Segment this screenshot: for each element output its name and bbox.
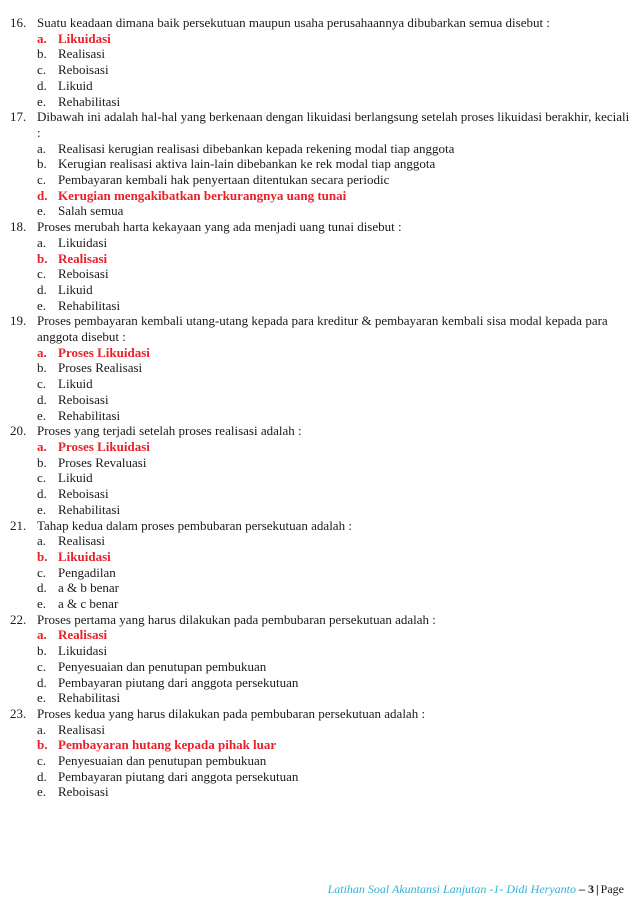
option-text: Rehabilitasi — [58, 690, 121, 706]
option-letter: c. — [37, 753, 47, 769]
answer-option — [37, 203, 630, 219]
answer-option — [37, 596, 630, 612]
page-footer — [328, 882, 624, 897]
footer-title: Latihan Soal Akuntansi Lanjutan -1- Didi Heryanto — [327, 882, 577, 896]
answer-option-correct — [37, 251, 630, 267]
question-text: Proses pembayaran kembali utang-utang kepada para kreditur & pembayaran kembali sisa modal kepada para anggota disebut : — [37, 313, 608, 345]
option-text: Realisasi — [58, 533, 105, 549]
question-text: Tahap kedua dalam proses pembubaran persekutuan adalah : — [37, 517, 352, 533]
option-text: Penyesuaian dan penutupan pembukuan — [58, 753, 267, 769]
option-letter: b. — [37, 46, 47, 62]
question-stem — [10, 706, 630, 722]
question-text: Proses pertama yang harus dilakukan pada pembubaran persekutuan adalah : — [37, 611, 436, 627]
option-letter: a. — [37, 721, 47, 737]
option-text: Rehabilitasi — [58, 407, 121, 423]
answer-option-correct — [37, 439, 630, 455]
option-text: Realisasi kerugian realisasi dibebankan kepada rekening modal tiap anggota — [58, 140, 455, 156]
option-text: Likuidasi — [58, 548, 111, 564]
option-text: Kerugian realisasi aktiva lain-lain dibebankan ke rek modal tiap anggota — [58, 156, 436, 172]
option-text: Pembayaran kembali hak penyertaan ditentukan secara periodic — [58, 172, 390, 188]
option-letter: c. — [37, 62, 47, 78]
question-stem — [10, 219, 630, 235]
answer-option — [37, 172, 630, 188]
option-letter: b. — [37, 250, 48, 266]
footer-separator: | — [596, 882, 599, 896]
answer-option — [37, 769, 630, 785]
answer-option — [37, 470, 630, 486]
option-text: a & c benar — [58, 596, 119, 612]
option-text: Pengadilan — [58, 564, 116, 580]
option-letter: a. — [37, 30, 47, 46]
option-text: Realisasi — [58, 627, 108, 643]
answer-option — [37, 533, 630, 549]
option-letter: b. — [37, 454, 47, 470]
option-text: Rehabilitasi — [58, 93, 121, 109]
option-letter: b. — [37, 548, 48, 564]
question-stem — [10, 15, 630, 31]
answer-option — [37, 408, 630, 424]
option-letter: e. — [37, 784, 47, 800]
option-letter: d. — [37, 486, 47, 502]
option-text: Proses Realisasi — [58, 360, 143, 376]
answer-option — [37, 580, 630, 596]
option-letter: e. — [37, 93, 47, 109]
option-letter: a. — [37, 140, 47, 156]
question-text: Proses yang terjadi setelah proses realisasi adalah : — [37, 423, 302, 439]
option-letter: e. — [37, 690, 47, 706]
answer-option — [37, 392, 630, 408]
answer-option — [37, 565, 630, 581]
option-text: a & b benar — [58, 580, 120, 596]
question-text: Suatu keadaan dimana baik persekutuan maupun usaha perusahaannya dibubarkan semua disebut : — [37, 15, 550, 30]
question-number: 22. — [10, 611, 27, 627]
option-text: Likuid — [58, 281, 93, 297]
question-number: 23. — [10, 705, 27, 721]
option-letter: d. — [37, 391, 47, 407]
option-letter: d. — [37, 77, 47, 93]
option-letter: e. — [37, 501, 47, 517]
option-text: Rehabilitasi — [58, 297, 121, 313]
option-letter: c. — [37, 376, 47, 392]
option-letter: a. — [37, 234, 47, 250]
answer-option — [37, 643, 630, 659]
option-text: Realisasi — [58, 46, 105, 62]
answer-option — [37, 62, 630, 78]
option-letter: e. — [37, 596, 47, 612]
option-text: Penyesuaian dan penutupan pembukuan — [58, 658, 267, 674]
answer-option — [37, 282, 630, 298]
option-letter: c. — [37, 658, 47, 674]
option-letter: d. — [37, 674, 47, 690]
option-text: Rehabilitasi — [58, 501, 121, 517]
option-letter: e. — [37, 407, 47, 423]
answer-option — [37, 690, 630, 706]
option-text: Reboisasi — [58, 486, 109, 502]
option-text: Reboisasi — [58, 62, 109, 78]
option-letter: e. — [37, 203, 47, 219]
option-text: Pembayaran piutang dari anggota persekutuan — [58, 674, 299, 690]
answer-option-correct — [37, 31, 630, 47]
option-letter: b. — [37, 156, 47, 172]
option-letter: a. — [37, 627, 47, 643]
option-text: Likuidasi — [58, 643, 108, 659]
question-stem — [10, 518, 630, 534]
question-stem — [10, 109, 630, 140]
answer-option — [37, 502, 630, 518]
option-letter: d. — [37, 768, 47, 784]
option-letter: d. — [37, 281, 47, 297]
option-text: Reboisasi — [58, 266, 109, 282]
option-text: Reboisasi — [58, 391, 109, 407]
answer-option-correct — [37, 345, 630, 361]
option-letter: d. — [37, 580, 47, 596]
option-text: Realisasi — [58, 250, 108, 266]
option-letter: c. — [37, 266, 47, 282]
answer-option-correct — [37, 549, 630, 565]
answer-option-correct — [37, 737, 630, 753]
option-text: Kerugian mengakibatkan berkurangnya uang tunai — [58, 187, 347, 203]
answer-option — [37, 455, 630, 471]
answer-option — [37, 298, 630, 314]
option-text: Likuid — [58, 77, 93, 93]
question-number: 20. — [10, 423, 27, 439]
answer-option — [37, 94, 630, 110]
question-number: 17. — [10, 109, 27, 125]
page-number: 3 — [588, 882, 595, 896]
option-letter: c. — [37, 564, 47, 580]
answer-option — [37, 360, 630, 376]
footer-dash: – — [579, 882, 586, 896]
question-number: 18. — [10, 219, 27, 235]
option-text: Pembayaran piutang dari anggota persekutuan — [58, 768, 299, 784]
option-text: Salah semua — [58, 203, 124, 219]
answer-option — [37, 486, 630, 502]
question-text: Dibawah ini adalah hal-hal yang berkenaan dengan likuidasi berlangsung setelah proses likuidasi berakhir, keciali : — [37, 109, 630, 140]
option-letter: c. — [37, 172, 47, 188]
question-text: Proses merubah harta kekayaan yang ada menjadi uang tunai disebut : — [37, 219, 402, 235]
answer-option — [37, 659, 630, 675]
option-text: Proses Likuidasi — [58, 344, 150, 360]
question-number: 16. — [10, 15, 27, 30]
answer-option-correct — [37, 188, 630, 204]
answer-option — [37, 376, 630, 392]
answer-option — [37, 675, 630, 691]
question-stem — [10, 612, 630, 628]
answer-option — [37, 46, 630, 62]
answer-option — [37, 722, 630, 738]
option-text: Proses Revaluasi — [58, 454, 147, 470]
question-list — [10, 15, 630, 800]
answer-option — [37, 753, 630, 769]
option-text: Likuid — [58, 470, 93, 486]
answer-option-correct — [37, 627, 630, 643]
option-text: Realisasi — [58, 721, 105, 737]
question-number: 21. — [10, 517, 27, 533]
answer-option — [37, 141, 630, 157]
answer-option — [37, 78, 630, 94]
question-text: Proses kedua yang harus dilakukan pada pembubaran persekutuan adalah : — [37, 705, 426, 721]
option-letter: b. — [37, 737, 48, 753]
question-stem — [10, 313, 630, 344]
option-text: Likuid — [58, 376, 93, 392]
option-letter: d. — [37, 187, 48, 203]
page-label: Page — [600, 882, 624, 896]
option-letter: c. — [37, 470, 47, 486]
answer-option — [37, 156, 630, 172]
option-text: Proses Likuidasi — [58, 438, 150, 454]
option-text: Pembayaran hutang kepada pihak luar — [58, 737, 277, 753]
option-letter: a. — [37, 438, 47, 454]
option-text: Likuidasi — [58, 234, 108, 250]
answer-option — [37, 266, 630, 282]
option-letter: b. — [37, 360, 47, 376]
option-letter: e. — [37, 297, 47, 313]
option-text: Likuidasi — [58, 30, 111, 46]
option-text: Reboisasi — [58, 784, 109, 800]
question-stem — [10, 423, 630, 439]
option-letter: b. — [37, 643, 47, 659]
answer-option — [37, 784, 630, 800]
answer-option — [37, 235, 630, 251]
option-letter: a. — [37, 533, 47, 549]
option-letter: a. — [37, 344, 47, 360]
question-number: 19. — [10, 313, 27, 329]
